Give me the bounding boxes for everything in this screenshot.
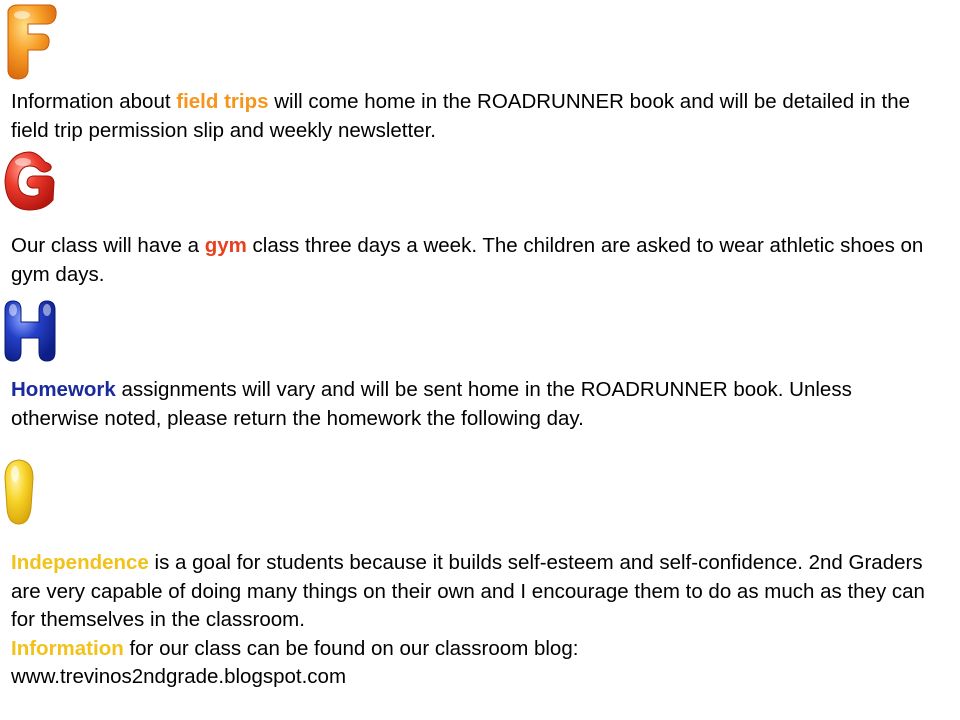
homework-highlight: Homework [11,378,116,401]
blog-url[interactable]: www.trevinos2ndgrade.blogspot.com [11,665,347,688]
information-highlight: Information [11,636,124,660]
section-f-text-after: will come home in the ROADRUNNER book and will be detailed in the field trip permission slip and weekly newsletter. [11,90,911,142]
bubble-letter-i-icon [2,458,36,526]
bubble-letter-h-icon [1,298,59,364]
section-g-text-after: class three days a week. The children are asked to wear athletic shoes on gym days. [11,234,924,286]
bubble-letter-g-icon [1,148,59,214]
field-trips-highlight: field trips [176,90,269,113]
section-f-text-before: Information about [11,90,177,113]
section-g-paragraph [11,232,941,289]
section-i-text-after2: for our class can be found on our classroom blog: [123,636,579,660]
section-f-paragraph [11,88,941,145]
independence-highlight: Independence [11,551,149,574]
section-h-text-after: assignments will vary and will be sent home in the ROADRUNNER book. Unless otherwise noted, please return the homework the following day. [11,378,852,430]
section-g-text-before: Our class will have a [11,234,205,257]
section-i-paragraph [11,549,941,692]
section-i-text-after: is a goal for students because it builds self-esteem and self-confidence. 2nd Graders are very capable of doing many things on their own and I encourage them to do as much as they can for themselves in the classroom. [11,551,925,631]
section-h-paragraph [11,376,941,433]
bubble-letter-f-icon [2,3,58,81]
gym-highlight: gym [204,234,247,257]
